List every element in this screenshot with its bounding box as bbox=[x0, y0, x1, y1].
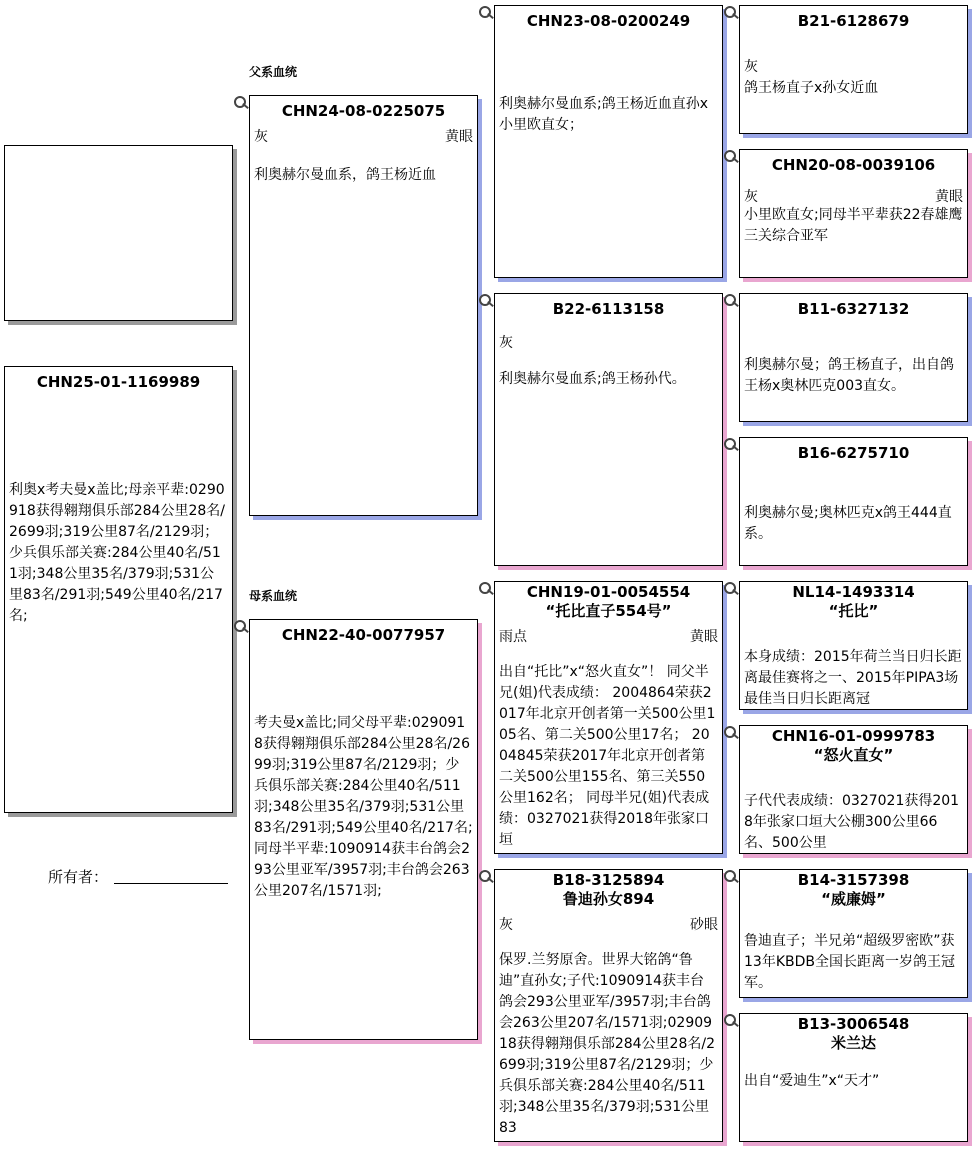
gp-ds-color: 雨点 bbox=[499, 629, 527, 645]
ggp-3-ring-number: B11-6327132 bbox=[797, 300, 910, 318]
ring-icon bbox=[479, 6, 491, 18]
ring-icon bbox=[724, 582, 736, 594]
ggp-6-name: “怒火直女” bbox=[813, 746, 894, 764]
ggp-3-notes: 利奥赫尔曼；鸽王杨直子，出自鸽王杨x奥林匹克003直女。 bbox=[744, 357, 954, 394]
gp-ds-eye: 黄眼 bbox=[690, 629, 718, 645]
owner-field[interactable] bbox=[114, 883, 228, 884]
photo-box[interactable] bbox=[4, 145, 233, 321]
gp-ds-ring-number: CHN19-01-0054554 bbox=[526, 583, 691, 601]
owner-label: 所有者： bbox=[48, 868, 109, 886]
ggp-2-notes: 小里欧直女;同母半平辈获22春雄鹰三关综合亚军 bbox=[744, 207, 963, 244]
ring-icon bbox=[724, 870, 736, 882]
ring-icon bbox=[724, 726, 736, 738]
gp-dd-ring-number: B18-3125894 bbox=[552, 871, 665, 889]
dam-line-label: 母系血统 bbox=[249, 589, 298, 603]
ggp-6-notes: 子代代表成绩：0327021获得2018年张家口垣大公棚300公里66名、500公里 bbox=[744, 793, 960, 851]
sire-card[interactable] bbox=[249, 95, 478, 516]
sire-ring-number: CHN24-08-0225075 bbox=[281, 102, 446, 120]
ggp-4-card[interactable] bbox=[739, 437, 968, 566]
ggp-8-notes: 出自“爱迪生”x“天才” bbox=[744, 1073, 880, 1089]
gp-dd-eye: 砂眼 bbox=[690, 917, 718, 933]
gp-ss-notes: 利奥赫尔曼血系;鸽王杨近血直孙x小里欧直女； bbox=[499, 96, 709, 133]
ring-icon bbox=[724, 150, 736, 162]
ggp-7-notes: 鲁迪直子；半兄弟“超级罗密欧”获13年KBDB全国长距离一岁鸽王冠军。 bbox=[744, 933, 955, 991]
ring-icon bbox=[479, 870, 491, 882]
ring-icon bbox=[724, 1014, 736, 1026]
ring-icon bbox=[724, 438, 736, 450]
ring-icon bbox=[724, 6, 736, 18]
sire-eye: 黄眼 bbox=[445, 129, 473, 145]
ring-icon bbox=[479, 294, 491, 306]
grandsire-dam-card[interactable] bbox=[494, 581, 723, 854]
ggp-2-color: 灰 bbox=[744, 189, 758, 205]
gp-dd-name: 鲁迪孙女894 bbox=[562, 890, 655, 908]
dam-notes: 考夫曼x盖比;同父母平辈:0290918获得翱翔俱乐部284公里28名/2699羽;319公里87名/2129羽；少兵俱乐部关赛:284公里40名/511羽;348公里35名/379羽;531公里83名/291羽;549公里40名/217名;同母半平辈:1090914获丰台鸽会293公里亚军/3957羽;丰台鸽会263公里207名/1571羽; bbox=[254, 715, 473, 899]
ggp-5-card[interactable] bbox=[739, 581, 968, 710]
ggp-6-card[interactable] bbox=[739, 725, 968, 854]
grandsire-sire-card[interactable] bbox=[494, 5, 723, 278]
ggp-6-ring-number: CHN16-01-0999783 bbox=[771, 727, 936, 745]
ring-icon bbox=[479, 582, 491, 594]
ggp-1-color: 灰 bbox=[744, 59, 758, 75]
ggp-1-card[interactable] bbox=[739, 5, 968, 134]
subject-card[interactable] bbox=[4, 366, 233, 813]
ggp-2-card[interactable] bbox=[739, 149, 968, 278]
ggp-8-name: 米兰达 bbox=[830, 1034, 876, 1052]
ggp-7-card[interactable] bbox=[739, 869, 968, 998]
ggp-8-card[interactable] bbox=[739, 1013, 968, 1142]
ring-icon bbox=[724, 294, 736, 306]
ggp-1-ring-number: B21-6128679 bbox=[797, 12, 910, 30]
ggp-7-name: “威廉姆” bbox=[821, 890, 886, 908]
ggp-2-ring-number: CHN20-08-0039106 bbox=[771, 156, 936, 174]
sire-line-label: 父系血统 bbox=[249, 65, 298, 79]
dam-ring-number: CHN22-40-0077957 bbox=[281, 626, 446, 644]
gp-sd-notes: 利奥赫尔曼血系;鸽王杨孙代。 bbox=[499, 371, 686, 387]
ggp-2-eye: 黄眼 bbox=[935, 189, 963, 205]
ggp-5-name: “托比” bbox=[828, 602, 879, 620]
gp-sd-ring-number: B22-6113158 bbox=[552, 300, 665, 318]
ggp-4-notes: 利奥赫尔曼;奥林匹克x鸽王444直系。 bbox=[744, 505, 952, 542]
gp-sd-color: 灰 bbox=[499, 335, 513, 351]
ring-icon bbox=[234, 620, 246, 632]
ggp-5-ring-number: NL14-1493314 bbox=[792, 583, 915, 601]
subject-notes: 利奥x考夫曼x盖比;母亲平辈:0290918获得翱翔俱乐部284公里28名/2699羽;319公里87名/2129羽；少兵俱乐部关赛:284公里40名/511羽;348公里35名/379羽;531公里83名/291羽;549公里40名/217名; bbox=[9, 482, 225, 624]
subject-ring-number: CHN25-01-1169989 bbox=[36, 373, 201, 391]
ggp-7-ring-number: B14-3157398 bbox=[797, 871, 910, 889]
ggp-4-ring-number: B16-6275710 bbox=[797, 444, 910, 462]
gp-dd-color: 灰 bbox=[499, 917, 513, 933]
sire-color: 灰 bbox=[254, 129, 268, 145]
ring-icon bbox=[234, 96, 246, 108]
granddam-sire-card[interactable] bbox=[494, 293, 723, 566]
ggp-8-ring-number: B13-3006548 bbox=[797, 1015, 910, 1033]
dam-card[interactable] bbox=[249, 619, 478, 1040]
ggp-5-notes: 本身成绩：2015年荷兰当日归长距离最佳赛将之一、2015年PIPA3场最佳当日归长距离冠 bbox=[744, 649, 962, 707]
gp-ss-ring-number: CHN23-08-0200249 bbox=[526, 12, 691, 30]
ggp-3-card[interactable] bbox=[739, 293, 968, 422]
gp-dd-notes: 保罗.兰努原舍。世界大铭鸽“鲁迪”直孙女;子代:1090914获丰台鸽会293公里亚军/3957羽;丰台鸽会263公里207名/1571羽;0290918获得翱翔俱乐部284公里28名/2699羽;319公里87名/2129羽；少兵俱乐部关赛:284公里40名/511羽;348公里35名/379羽;531公里83 bbox=[499, 952, 715, 1136]
ggp-1-notes: 鸽王杨直子x孙女近血 bbox=[744, 80, 879, 96]
gp-ds-notes: 出自“托比”x“怒火直女”！ 同父半兄(姐)代表成绩： 2004864荣获2017年北京开创者第一关500公里105名、第二关500公里17名； 2004845荣获2017年北京开创者第二关500公里155名、第三关550公里162名； 同母半兄(姐)代表成绩：0327021获得2018年张家口垣 bbox=[499, 664, 716, 848]
granddam-dam-card[interactable] bbox=[494, 869, 723, 1142]
gp-ds-name: “托比直子554号” bbox=[545, 602, 672, 620]
sire-notes: 利奥赫尔曼血系，鸽王杨近血 bbox=[254, 167, 436, 183]
